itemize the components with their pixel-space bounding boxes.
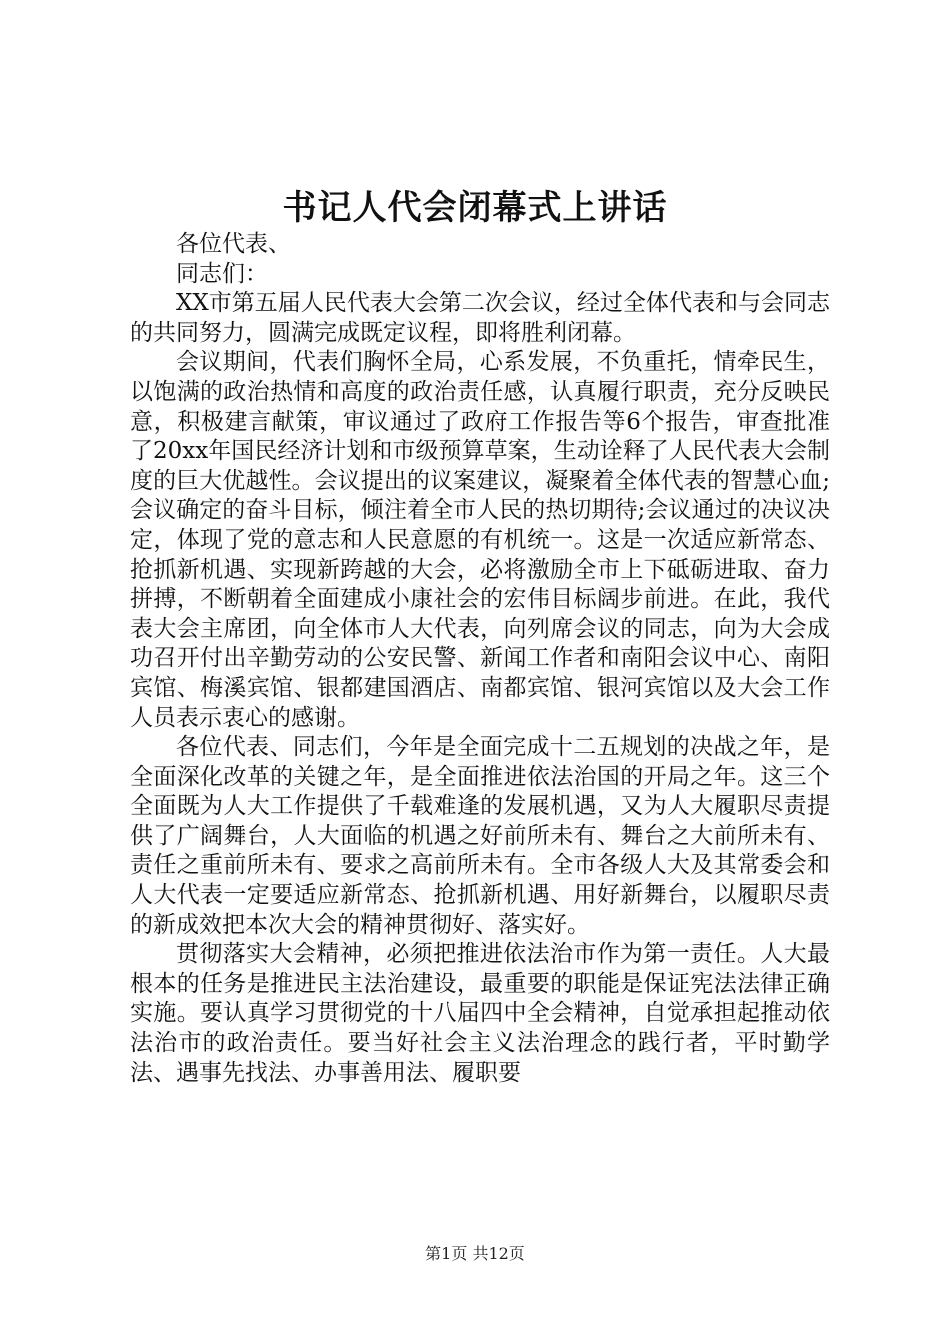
body-paragraph: XX市第五届人民代表大会第二次会议，经过全体代表和与会同志的共同努力，圆满完成既定议程，即将胜利闭幕。 [130,290,830,346]
salutation-line: 同志们： [176,260,268,287]
page-number: 第1页 共12页 [425,1244,525,1263]
page-footer [0,1242,950,1266]
body-paragraph: 各位代表、同志们，今年是全面完成十二五规划的决战之年，是全面深化改革的关键之年，是全面推进依法治国的开局之年。这三个全面既为人大工作提供了千载难逢的发展机遇，又为人大履职尽责提供了广阔舞台，人大面临的机遇之好前所未有、舞台之大前所未有、责任之重前所未有、要求之高前所未有。全市各级人大及其常委会和人大代表一定要适应新常态、抢抓新机遇、用好新舞台，以履职尽责的新成效把本次大会的精神贯彻好、落实好。 [130,734,830,938]
document-title: 书记人代会闭幕式上讲话 [282,188,668,228]
body-paragraph: 贯彻落实大会精神，必须把推进依法治市作为第一责任。人大最根本的任务是推进民主法治建设，最重要的职能是保证宪法法律正确实施。要认真学习贯彻党的十八届四中全会精神，自觉承担起推动依法治市的政治责任。要当好社会主义法治理念的践行者，平时勤学法、遇事先找法、办事善用法、履职要 [130,941,830,1086]
body-paragraph: 会议期间，代表们胸怀全局，心系发展，不负重托，情牵民生，以饱满的政治热情和高度的政治责任感，认真履行职责，充分反映民意，积极建言献策，审议通过了政府工作报告等6个报告，审查批准了20xx年国民经济计划和市级预算草案，生动诠释了人民代表大会制度的巨大优越性。会议提出的议案建议，凝聚着全体代表的智慧心血;会议确定的奋斗目标，倾注着全市人民的热切期待;会议通过的决议决定，体现了党的意志和人民意愿的有机统一。这是一次适应新常态、抢抓新机遇、实现新跨越的大会，必将激励全市上下砥砺进取、奋力拼搏，不断朝着全面建成小康社会的宏伟目标阔步前进。在此，我代表大会主席团，向全体市人大代表，向列席会议的同志，向为大会成功召开付出辛勤劳动的公安民警、新闻工作者和南阳会议中心、南阳宾馆、梅溪宾馆、银都建国酒店、南都宾馆、银河宾馆以及大会工作人员表示衷心的感谢。 [130,349,830,731]
document-body [130,230,830,1088]
salutation-line: 各位代表、 [176,231,291,257]
